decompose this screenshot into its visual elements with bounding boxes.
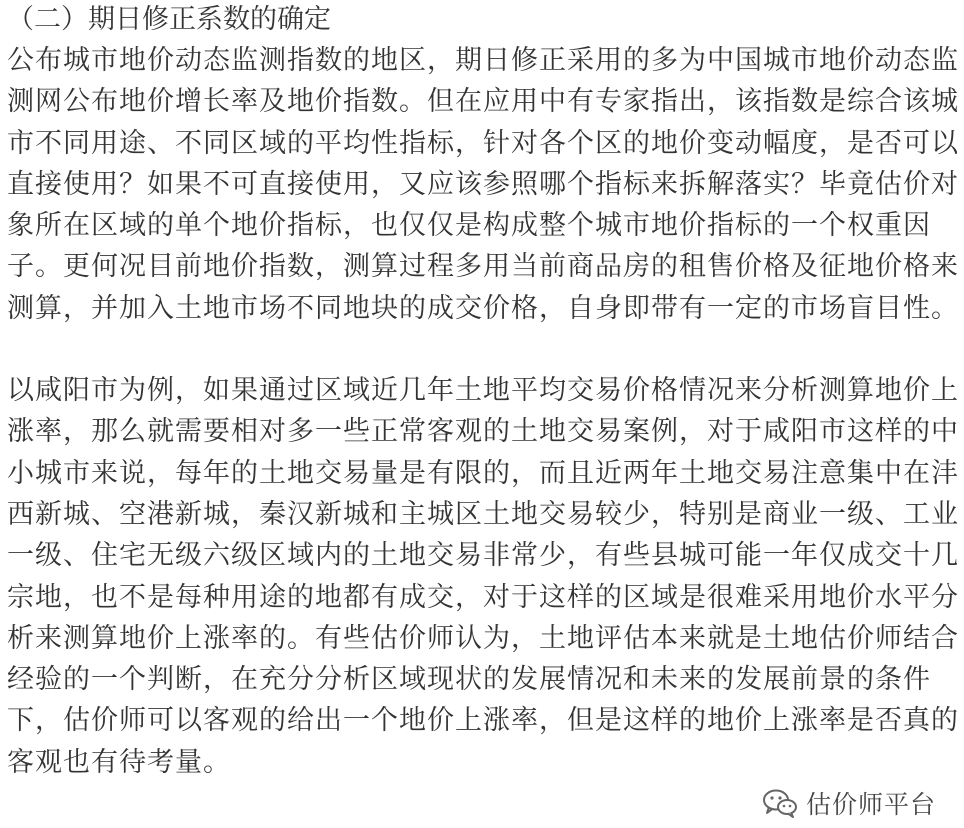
paragraph-line: 析来测算地价上涨率的。有些估价师认为，土地评估本来就是土地估价师结合: [7, 622, 959, 654]
paragraph-line: 客观也有待考量。: [7, 746, 231, 778]
article-body: [7, 0, 959, 783]
paragraph-line: 直接使用？如果不可直接使用，又应该参照哪个指标来拆解落实？毕竟估价对: [7, 168, 959, 200]
wechat-icon: [762, 788, 798, 818]
paragraph-line: 测算，并加入土地市场不同地块的成交价格，自身即带有一定的市场盲目性。: [7, 292, 959, 324]
paragraph-line: 市不同用途、不同区域的平均性指标，针对各个区的地价变动幅度，是否可以: [7, 127, 959, 159]
paragraph-1: [7, 40, 959, 329]
paragraph-line: 以咸阳市为例，如果通过区域近几年土地平均交易价格情况来分析测算地价上: [7, 375, 959, 407]
paragraph-line: 测网公布地价增长率及地价指数。但在应用中有专家指出，该指数是综合该城: [7, 86, 959, 118]
paragraph-line: 子。更何况目前地价指数，测算过程多用当前商品房的租售价格及征地价格来: [7, 251, 959, 283]
watermark-text: 估价师平台: [805, 790, 936, 819]
paragraph-line: 涨率，那么就需要相对多一些正常客观的土地交易案例，对于咸阳市这样的中: [7, 416, 959, 448]
paragraph-spacer: [7, 329, 959, 370]
paragraph-line: 宗地，也不是每种用途的地都有成交，对于这样的区域是很难采用地价水平分: [7, 581, 959, 613]
paragraph-line: 一级、住宅无级六级区域内的土地交易非常少，有些县城可能一年仅成交十几: [7, 540, 959, 572]
paragraph-line: 小城市来说，每年的土地交易量是有限的，而且近两年土地交易注意集中在沣: [7, 457, 959, 489]
paragraph-line: 公布城市地价动态监测指数的地区，期日修正采用的多为中国城市地价动态监: [7, 45, 959, 76]
paragraph-line: 西新城、空港新城，秦汉新城和主城区土地交易较少，特别是商业一级、工业: [7, 498, 959, 530]
paragraph-line: 经验的一个判断，在充分分析区域现状的发展情况和未来的发展前景的条件: [7, 664, 931, 696]
paragraph-line: 象所在区域的单个地价指标，也仅仅是构成整个城市地价指标的一个权重因: [7, 210, 931, 242]
paragraph-line: 下，估价师可以客观的给出一个地价上涨率，但是这样的地价上涨率是否真的: [7, 705, 959, 737]
paragraph-2: [7, 370, 959, 783]
watermark: [762, 785, 936, 821]
section-heading: （二）期日修正系数的确定: [7, 4, 331, 35]
